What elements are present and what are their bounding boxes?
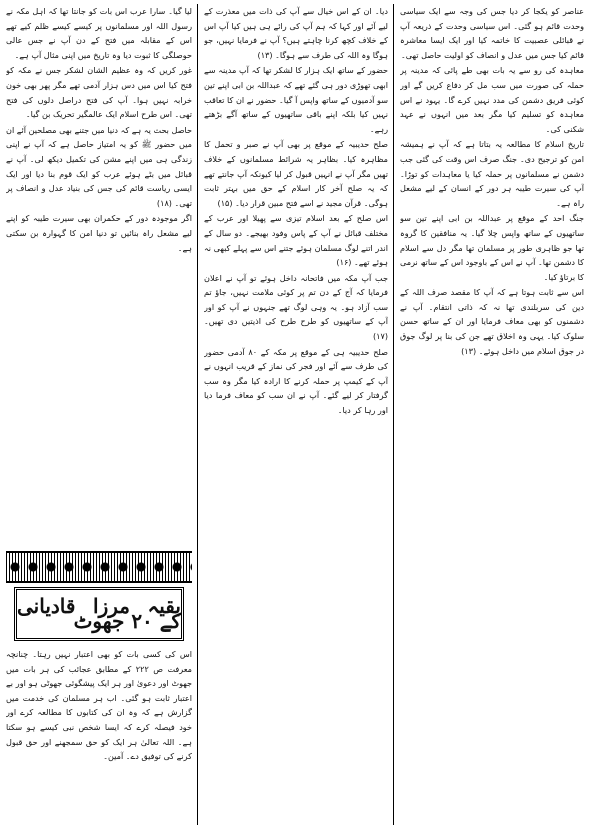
paragraph: صلح حدیبیہ ہی کے موقع پر مکہ کے ۸۰ آدمی حضور کی طرف سے آئے اور فجر کی نماز کے قریب انہوں نے آپ کے کیمپ پر حملہ کرنے کا ارادہ کیا مگر وہ سب گرفتار کر لیے گئے۔ آپ نے ان سب کو معاف فرما دیا اور رہا کر دیا۔ — [204, 346, 388, 416]
paragraph: تاریخ اسلام کا مطالعہ یہ بتاتا ہے کہ آپ نے ہمیشہ امن کو ترجیح دی۔ جنگ صرف اس وقت کی گئی جب دشمن نے مسلمانوں پر حملہ کیا یا معاہدات کو توڑا۔ آپ کی سیرت طیبہ ہر دور کے انسان کے لیے مشعل راہ ہے۔ — [400, 139, 584, 208]
paragraph: حضور کے ساتھ ایک ہزار کا لشکر تھا کہ آپ مدینہ سے ابھی تھوڑی دور ہی گئے تھے کہ عبداللہ بن ابی اپنے تین سو آدمیوں کے ساتھ واپس آ گیا۔ حضور نے ان کا تعاقب نہیں کیا بلکہ اپنے باقی ساتھیوں کے ساتھ آگے بڑھتے رہے۔ — [204, 65, 388, 134]
paragraph: اس کی کسی بات کو بھی اعتبار نہیں رہتا۔ چنانچہ معرفت ص ۲۲۲ کے مطابق عجائب کی ہر بات میں جھوٹ اور دعویٰ اور ہر ایک پیشگوئی جھوٹی ہو اور بے اعتبار ثابت ہو گئی۔ اب ہر مسلمان کی خدمت میں گزارش ہے کہ وہ ان کی کتابوں کا مطالعہ کرے اور خود فیصلہ کرے کہ ایسا شخص نبی کیسے ہو سکتا ہے۔ اللہ تعالیٰ ہر ایک کو حق سمجھنے اور حق قبول کرنے کی توفیق دے۔ آمین۔ — [6, 649, 192, 762]
section-heading — [14, 587, 184, 641]
paragraph: اگر موجودہ دور کے حکمران بھی سیرت طیبہ کو اپنے لیے مشعل راہ بنائیں تو دنیا امن کا گہوارہ بن سکتی ہے۔ — [6, 213, 192, 253]
article-column-left — [6, 4, 192, 825]
paragraph: حاصل بحث یہ ہے کہ دنیا میں جتنے بھی مصلحین آئے ان میں حضور ﷺ کو یہ امتیاز حاصل ہے کہ آپ نے اپنی زندگی ہی میں اپنے مشن کی تکمیل دیکھ لی۔ آپ نے قبائل میں بٹے ہوئے عرب کو ایک قوم بنا دیا اور ایک ایسی ریاست قائم کی جس کی بنیاد عدل و انصاف پر تھی۔ (۱۸) — [6, 124, 192, 208]
article-body-continued — [6, 647, 192, 825]
paragraph: جنگ احد کے موقع پر عبداللہ بن ابی اپنے تین سو ساتھیوں کے ساتھ واپس چلا گیا۔ یہ منافقین کا گروہ تھا جو ظاہری طور پر مسلمان تھا مگر دل سے اسلام کا دشمن تھا۔ آپ نے اس کے باوجود اس کے ساتھ نرمی کا برتاؤ کیا۔ — [400, 213, 584, 282]
paragraph: عناصر کو یکجا کر دیا جس کی وجہ سے ایک سیاسی وحدت قائم ہو گئی۔ اس سیاسی وحدت کے ذریعہ آپ نے قبائلی عصبیت کا خاتمہ کیا اور ایک ایسا معاشرہ قائم کیا جس میں عدل و انصاف کو اولیت حاصل تھی۔ — [400, 6, 584, 60]
column-divider — [197, 4, 198, 825]
article-continuation — [6, 4, 192, 545]
heading-text: بقیہ مرزا قادیانی کے ۲۰ جھوٹ — [17, 594, 181, 633]
paragraph: صلح حدیبیہ کے موقع پر بھی آپ نے صبر و تحمل کا مظاہرہ کیا۔ بظاہر یہ شرائط مسلمانوں کے خلاف تھیں مگر آپ نے انہیں قبول کر لیا کیونکہ آپ جانتے تھے کہ یہ صلح آخر کار اسلام کے حق میں بہتر ثابت ہوگی۔ قرآن مجید نے اسے فتح مبین قرار دیا۔ (۱۵) — [204, 139, 388, 208]
decorative-border — [6, 551, 192, 583]
paragraph: دیا۔ ان کے اس خیال سے آپ کی ذات میں معذرت کے لیے آئے اور کہا کہ ہم آپ کی رائے ہی ہیں کیا آپ اس کے خلاف کچھ کرنا چاہتے ہیں؟ آپ نے فرمایا نہیں، جو ہوگا وہ اللہ کی طرف سے ہوگا۔ (۱۳) — [204, 6, 388, 60]
paragraph: لیا گیا۔ سارا عرب اس بات کو جانتا تھا کہ اہل مکہ نے رسول اللہ اور مسلمانوں پر کیسے کیسے ظلم کیے تھے اس کے مقابلہ میں فتح کے دن آپ نے جس عالی حوصلگی کا ثبوت دیا وہ تاریخ میں اپنی مثال آپ ہے۔ — [6, 6, 192, 60]
article-column-right — [400, 4, 584, 825]
paragraph: جب آپ مکہ میں فاتحانہ داخل ہوئے تو آپ نے اعلان فرمایا کہ آج کے دن تم پر کوئی ملامت نہیں، جاؤ تم سب آزاد ہو۔ یہ وہی لوگ تھے جنہوں نے آپ کو اور آپ کے ساتھیوں کو طرح طرح کی اذیتیں دی تھیں۔ (۱۷) — [204, 272, 388, 342]
paragraph: معاہدہ کی رو سے یہ بات بھی طے پائی کہ مدینہ پر حملہ کی صورت میں سب مل کر دفاع کریں گے اور کوئی فریق دشمن کی مدد نہیں کرے گا۔ یہود نے اس معاہدہ کو تسلیم کیا مگر بعد میں انہوں نے عہد شکنی کی۔ — [400, 65, 584, 134]
column-divider — [393, 4, 394, 825]
article-column-middle — [204, 4, 388, 825]
paragraph: اس سے ثابت ہوتا ہے کہ آپ کا مقصد صرف اللہ کے دین کی سربلندی تھا نہ کہ ذاتی انتقام۔ آپ نے دشمنوں کو بھی معاف فرمایا اور ان کے ساتھ حسن سلوک کیا۔ یہی وہ اخلاق تھے جن کی بنا پر لوگ جوق در جوق اسلام میں داخل ہوئے۔ (۱۳) — [400, 287, 584, 356]
paragraph: غور کریں کہ وہ عظیم الشان لشکر جس نے مکہ کو فتح کیا اس میں دس ہزار آدمی تھے مگر پھر بھی خون خرابہ نہیں ہوا۔ آپ کی فتح دراصل دلوں کی فتح تھی۔ اس طرح اسلام ایک عالمگیر تحریک بن گیا۔ — [6, 65, 192, 120]
paragraph: اس صلح کے بعد اسلام تیزی سے پھیلا اور عرب کے مختلف قبائل نے آپ کے پاس وفود بھیجے۔ دو سال کے اندر اتنے لوگ مسلمان ہوئے جتنے اس سے پہلے کبھی نہ ہوئے تھے۔ (۱۶) — [204, 213, 388, 268]
newspaper-page — [6, 4, 584, 825]
